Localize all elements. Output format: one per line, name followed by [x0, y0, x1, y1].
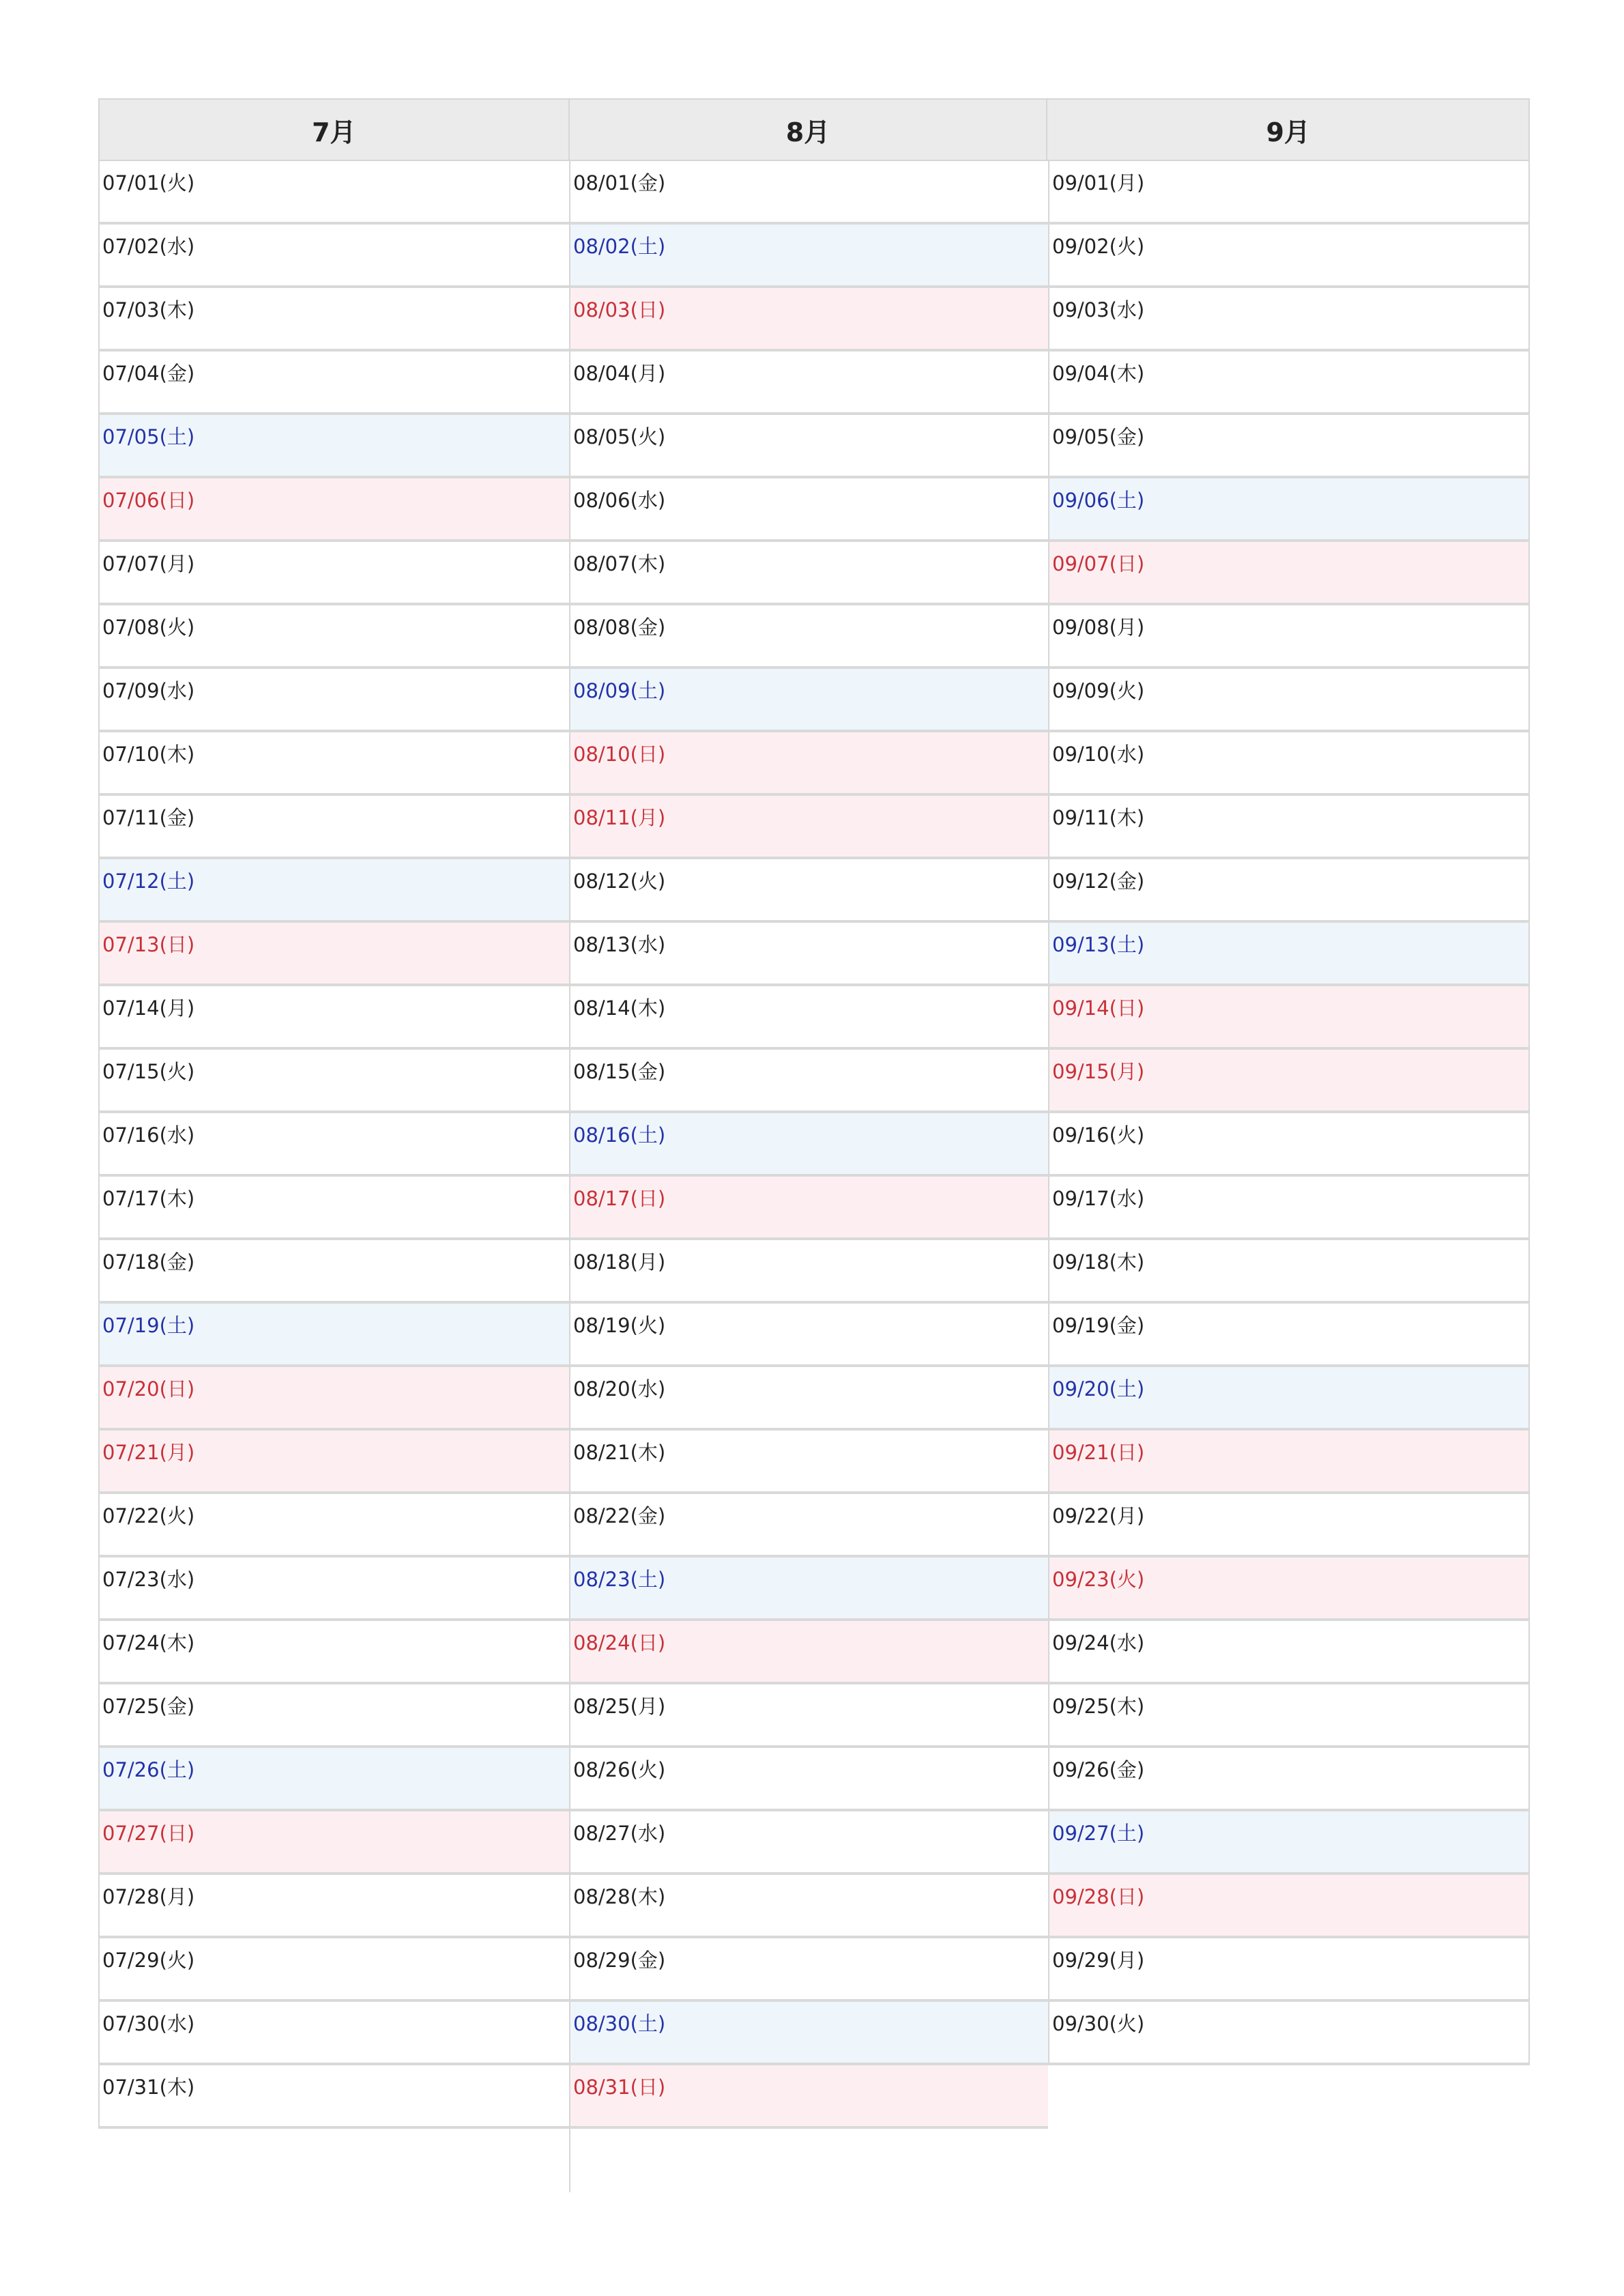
- day-cell[interactable]: 07/28(月): [98, 1875, 569, 1938]
- day-cell[interactable]: 09/18(木): [1048, 1240, 1530, 1304]
- day-cell[interactable]: 09/11(木): [1048, 796, 1530, 859]
- day-cell[interactable]: 07/19(土): [98, 1304, 569, 1367]
- day-cell[interactable]: 08/23(土): [569, 1558, 1048, 1621]
- day-cell[interactable]: 09/14(日): [1048, 986, 1530, 1050]
- day-cell[interactable]: 09/04(木): [1048, 351, 1530, 415]
- day-cell[interactable]: 07/02(水): [98, 225, 569, 288]
- day-cell[interactable]: 09/28(日): [1048, 1875, 1530, 1938]
- day-cell[interactable]: 08/16(土): [569, 1113, 1048, 1177]
- day-cell[interactable]: 08/27(水): [569, 1811, 1048, 1875]
- day-cell[interactable]: 08/11(月): [569, 796, 1048, 859]
- day-cell[interactable]: 09/08(月): [1048, 605, 1530, 669]
- day-cell[interactable]: 09/02(火): [1048, 225, 1530, 288]
- day-cell[interactable]: 08/09(土): [569, 669, 1048, 732]
- day-cell[interactable]: 09/26(金): [1048, 1748, 1530, 1811]
- day-cell[interactable]: 09/09(火): [1048, 669, 1530, 732]
- day-cell[interactable]: 07/05(土): [98, 415, 569, 478]
- day-cell[interactable]: 08/18(月): [569, 1240, 1048, 1304]
- day-cell[interactable]: 08/05(火): [569, 415, 1048, 478]
- day-cell[interactable]: 07/16(水): [98, 1113, 569, 1177]
- day-cell[interactable]: 08/06(水): [569, 478, 1048, 542]
- day-cell[interactable]: 08/04(月): [569, 351, 1048, 415]
- day-cell[interactable]: 07/25(金): [98, 1684, 569, 1748]
- day-cell[interactable]: 07/17(木): [98, 1177, 569, 1240]
- month-column-july: [98, 161, 569, 2192]
- day-cell[interactable]: 09/06(土): [1048, 478, 1530, 542]
- day-cell[interactable]: 07/22(火): [98, 1494, 569, 1558]
- day-cell[interactable]: 07/01(火): [98, 161, 569, 225]
- day-cell[interactable]: 07/10(木): [98, 732, 569, 796]
- day-cell[interactable]: 09/12(金): [1048, 859, 1530, 923]
- day-cell[interactable]: 07/29(火): [98, 1938, 569, 2002]
- day-cell[interactable]: 07/07(月): [98, 542, 569, 605]
- day-cell[interactable]: 09/19(金): [1048, 1304, 1530, 1367]
- day-cell[interactable]: 07/14(月): [98, 986, 569, 1050]
- day-cell[interactable]: 09/17(水): [1048, 1177, 1530, 1240]
- day-cell[interactable]: 09/15(月): [1048, 1050, 1530, 1113]
- day-cell[interactable]: 09/29(月): [1048, 1938, 1530, 2002]
- day-cell[interactable]: 07/09(水): [98, 669, 569, 732]
- day-cell[interactable]: 08/02(土): [569, 225, 1048, 288]
- day-cell[interactable]: 09/30(火): [1048, 2002, 1530, 2065]
- day-cell[interactable]: 08/25(月): [569, 1684, 1048, 1748]
- day-cell[interactable]: 09/21(日): [1048, 1431, 1530, 1494]
- empty-row: [569, 2129, 1048, 2192]
- day-cell[interactable]: 09/05(金): [1048, 415, 1530, 478]
- day-cell[interactable]: 08/19(火): [569, 1304, 1048, 1367]
- day-cell[interactable]: 08/31(日): [569, 2065, 1048, 2129]
- day-cell[interactable]: 08/20(水): [569, 1367, 1048, 1431]
- day-cell[interactable]: 08/12(火): [569, 859, 1048, 923]
- day-cell[interactable]: 09/23(火): [1048, 1558, 1530, 1621]
- day-cell[interactable]: 08/28(木): [569, 1875, 1048, 1938]
- month-header-july: 7月: [100, 100, 570, 160]
- day-cell[interactable]: 08/15(金): [569, 1050, 1048, 1113]
- day-cell[interactable]: 07/30(水): [98, 2002, 569, 2065]
- day-cell[interactable]: 07/24(木): [98, 1621, 569, 1684]
- day-cell[interactable]: 07/11(金): [98, 796, 569, 859]
- day-cell[interactable]: 08/10(日): [569, 732, 1048, 796]
- day-cell[interactable]: 07/27(日): [98, 1811, 569, 1875]
- day-cell[interactable]: 09/13(土): [1048, 923, 1530, 986]
- day-cell[interactable]: 08/14(木): [569, 986, 1048, 1050]
- day-cell[interactable]: 09/03(水): [1048, 288, 1530, 351]
- quarter-calendar: [98, 98, 1530, 2192]
- day-cell[interactable]: 08/26(火): [569, 1748, 1048, 1811]
- day-cell[interactable]: 07/23(水): [98, 1558, 569, 1621]
- day-cell[interactable]: 08/29(金): [569, 1938, 1048, 2002]
- day-cell[interactable]: 07/04(金): [98, 351, 569, 415]
- day-cell[interactable]: 07/20(日): [98, 1367, 569, 1431]
- day-cell[interactable]: 09/20(土): [1048, 1367, 1530, 1431]
- day-cell[interactable]: 07/12(土): [98, 859, 569, 923]
- day-columns: [98, 161, 1530, 2192]
- day-cell[interactable]: 09/10(水): [1048, 732, 1530, 796]
- day-cell[interactable]: 07/18(金): [98, 1240, 569, 1304]
- day-cell[interactable]: 08/01(金): [569, 161, 1048, 225]
- day-cell[interactable]: 09/24(水): [1048, 1621, 1530, 1684]
- month-column-september: [1048, 161, 1530, 2192]
- day-cell[interactable]: 07/31(木): [98, 2065, 569, 2129]
- day-cell[interactable]: 09/16(火): [1048, 1113, 1530, 1177]
- month-column-august: [569, 161, 1048, 2192]
- day-cell[interactable]: 07/26(土): [98, 1748, 569, 1811]
- day-cell[interactable]: 08/30(土): [569, 2002, 1048, 2065]
- day-cell[interactable]: 08/07(木): [569, 542, 1048, 605]
- day-cell[interactable]: 07/21(月): [98, 1431, 569, 1494]
- day-cell[interactable]: 08/03(日): [569, 288, 1048, 351]
- day-cell[interactable]: 08/22(金): [569, 1494, 1048, 1558]
- day-cell[interactable]: 07/03(木): [98, 288, 569, 351]
- day-cell[interactable]: 09/27(土): [1048, 1811, 1530, 1875]
- month-header-row: [98, 98, 1530, 161]
- day-cell[interactable]: 09/01(月): [1048, 161, 1530, 225]
- day-cell[interactable]: 08/24(日): [569, 1621, 1048, 1684]
- day-cell[interactable]: 08/08(金): [569, 605, 1048, 669]
- day-cell[interactable]: 07/08(火): [98, 605, 569, 669]
- day-cell[interactable]: 09/25(木): [1048, 1684, 1530, 1748]
- day-cell[interactable]: 07/06(日): [98, 478, 569, 542]
- day-cell[interactable]: 08/17(日): [569, 1177, 1048, 1240]
- month-header-august: 8月: [570, 100, 1048, 160]
- day-cell[interactable]: 09/22(月): [1048, 1494, 1530, 1558]
- day-cell[interactable]: 07/13(日): [98, 923, 569, 986]
- day-cell[interactable]: 07/15(火): [98, 1050, 569, 1113]
- day-cell[interactable]: 08/21(木): [569, 1431, 1048, 1494]
- day-cell[interactable]: 09/07(日): [1048, 542, 1530, 605]
- month-header-september: 9月: [1266, 117, 1310, 147]
- day-cell[interactable]: 08/13(水): [569, 923, 1048, 986]
